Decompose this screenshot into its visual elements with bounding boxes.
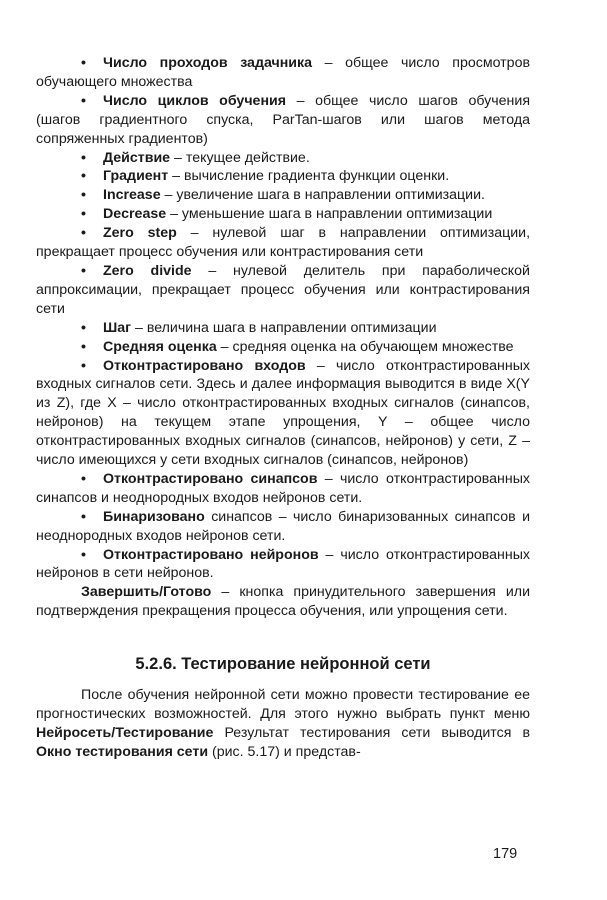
definition: – величина шага в направлении оптимизации — [131, 319, 437, 336]
list-item-passes — [36, 54, 530, 92]
term: Отконтрастировано синапсов — [103, 470, 318, 487]
definition: – общее число просмотров обучающего множества — [36, 55, 530, 90]
list-item-step — [36, 319, 530, 338]
term: Бинаризовано — [103, 508, 205, 525]
definition: синапсов – число бинаризованных синапсов и неоднородных входов нейронов сети. — [36, 508, 530, 544]
bullet: • — [81, 338, 86, 355]
term: Действие — [103, 149, 171, 166]
term: Отконтрастировано входов — [103, 357, 306, 374]
definition: – общее число шагов обучения (шагов градиентного спуска, ParTan-шагов или шагов метода сопряженных градиентов) — [36, 92, 530, 147]
definition: – кнопка принудительного завершения или подтверждения прекращения процесса обучения, или упрощения сети. — [36, 584, 530, 620]
term: Средняя оценка — [103, 338, 217, 355]
list-item-increase — [36, 186, 530, 205]
paragraph-text: Результат тестирования сети выводится в — [213, 724, 530, 741]
bullet: • — [81, 206, 86, 223]
term: Increase — [103, 187, 161, 204]
list-item-decrease — [36, 205, 530, 224]
menu-path: Нейросеть/Тестирование — [36, 724, 214, 741]
term: Шаг — [103, 319, 132, 336]
term: Число проходов задачника — [103, 55, 313, 71]
term: Zero divide — [103, 262, 192, 279]
section-title: 5.2.6. Тестирование нейронной сети — [135, 655, 431, 674]
bullet: • — [81, 508, 86, 525]
list-item-contrasted-inputs — [36, 357, 530, 470]
paragraph-text: После обучения нейронной сети можно провести тестирование ее прогностических возможностей. Для этого нужно выбрать пункт меню — [36, 687, 530, 722]
definition: – число отконтрастированных синапсов и неоднородных входов нейронов сети. — [36, 470, 530, 506]
page-number: 179 — [493, 846, 518, 862]
definition: – текущее действие. — [170, 149, 310, 166]
definition: – нулевой делитель при параболической аппроксимации, прекращает процесс обучения или контрастирования сети — [36, 262, 530, 317]
bullet: • — [81, 55, 86, 71]
term: Zero step — [103, 225, 177, 242]
bullet: • — [81, 149, 86, 166]
term: Decrease — [103, 206, 167, 223]
bullet: • — [81, 262, 86, 279]
list-item-zero-divide — [36, 262, 530, 319]
term: Завершить/Готово — [81, 584, 212, 601]
finish-done-description — [36, 583, 530, 621]
bullet: • — [81, 92, 86, 109]
list-item-average-score — [36, 338, 530, 357]
bullet: • — [81, 168, 86, 185]
list-item-action — [36, 149, 530, 168]
page-body — [36, 54, 530, 762]
bullet: • — [81, 546, 86, 563]
bullet: • — [81, 319, 86, 336]
definition: – уменьшение шага в направлении оптимизации — [166, 206, 493, 223]
bullet: • — [81, 357, 86, 374]
definition: – средняя оценка на обучающем множестве — [216, 338, 514, 355]
term: Градиент — [103, 168, 169, 185]
term: Число циклов обучения — [103, 92, 287, 109]
paragraph-text: (рис. 5.17) и представ- — [208, 743, 361, 760]
list-item-contrasted-neurons — [36, 546, 530, 584]
window-name: Окно тестирования сети — [36, 743, 209, 760]
definition: – число отконтрастированных нейронов в сети нейронов. — [36, 546, 530, 582]
list-item-zero-step — [36, 224, 530, 262]
bullet: • — [81, 187, 86, 204]
definition: – нулевой шаг в направлении оптимизации, прекращает процесс обучения или контрастирования сети — [36, 225, 531, 261]
definition: – вычисление градиента функции оценки. — [168, 168, 450, 185]
list-item-cycles — [36, 92, 530, 149]
testing-paragraph — [36, 686, 530, 762]
definition: – число отконтрастированных входных сигналов сети. Здесь и далее информация выводится в виде X(Y из Z), где X – число отконтрастированных входных сигналов (синапсов, нейронов) на текущем этапе упрощения, Y – общее число отконтрастированных входных сигналов (синапсов, нейронов) у сети, Z – число имеющихся у сети входных сигналов (синапсов, нейронов) — [36, 357, 530, 469]
list-item-gradient — [36, 167, 530, 186]
bullet: • — [81, 225, 86, 242]
list-item-binarized — [36, 508, 530, 546]
term: Отконтрастировано нейронов — [103, 546, 319, 563]
bullet: • — [81, 470, 86, 487]
definition: – увеличение шага в направлении оптимизации. — [160, 187, 485, 204]
list-item-contrasted-synapses — [36, 470, 530, 508]
